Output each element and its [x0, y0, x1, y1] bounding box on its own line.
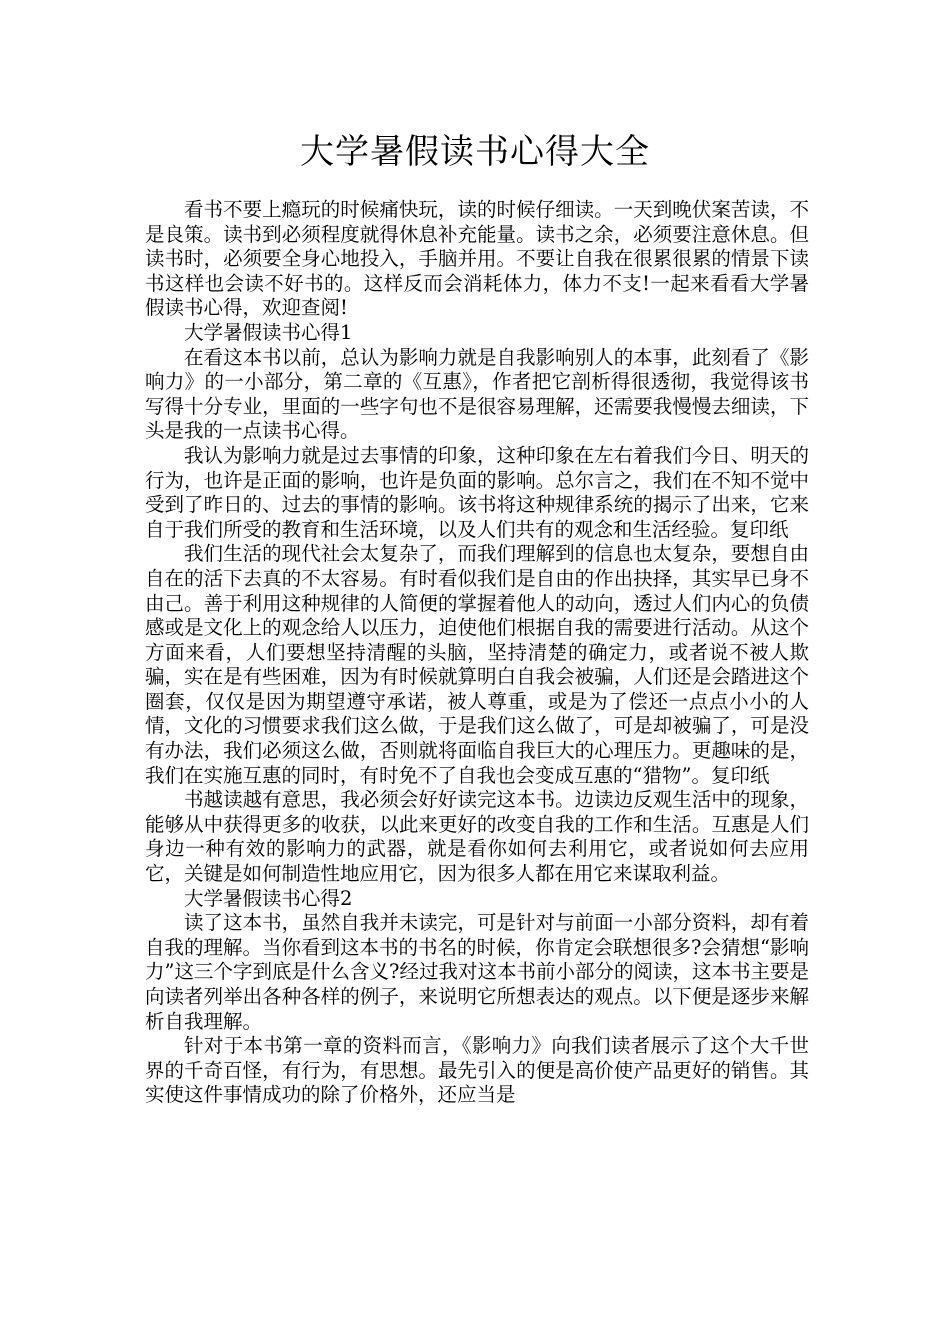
body-paragraph: 我认为影响力就是过去事情的印象，这种印象在左右着我们今日、明天的行为，也许是正面的影响，也许是负面的影响。总尔言之，我们在不知不觉中受到了昨日的、过去的事情的影响。该书将这种规律系统的揭示了出来，它来自于我们所受的教育和生活环境，以及人们共有的观念和生活经验。复印纸 [145, 443, 809, 541]
section-heading: 大学暑假读书心得1 [184, 320, 353, 344]
body-paragraph: 书越读越有意思，我必须会好好读完这本书。边读边反观生活中的现象，能够从中获得更多的收获，以此来更好的改变自我的工作和生活。互惠是人们身边一种有效的影响力的武器，就是看你如何去利用它，或者说如何去应用它，关键是如何制造性地应用它，因为很多人都在用它来谋取利益。 [145, 788, 809, 886]
section-heading: 大学暑假读书心得2 [184, 886, 353, 910]
document-title: 大学暑假读书心得大全 [300, 132, 650, 172]
document-body [145, 198, 809, 1108]
body-paragraph: 我们生活的现代社会太复杂了，而我们理解到的信息也太复杂，要想自由自在的活下去真的不太容易。有时看似我们是自由的作出抉择，其实早已身不由己。善于利用这种规律的人简便的掌握着他人的动向，透过人们内心的负债感或是文化上的观念给人以压力，迫使他们根据自我的需要进行活动。从这个方面来看，人们要想坚持清醒的头脑，坚持清楚的确定力，或者说不被人欺骗，实在是有些困难，因为有时候就算明白自我会被骗，人们还是会踏进这个圈套，仅仅是因为期望遵守承诺，被人尊重，或是为了偿还一点点小小的人情，文化的习惯要求我们这么做，于是我们这么做了，可是却被骗了，可是没有办法，我们必须这么做，否则就将面临自我巨大的心理压力。更趣味的是，我们在实施互惠的同时，有时免不了自我也会变成互惠的“猎物”。复印纸 [145, 542, 809, 787]
body-paragraph: 读了这本书，虽然自我并未读完，可是针对与前面一小部分资料，却有着自我的理解。当你看到这本书的书名的时候，你肯定会联想很多?会猜想“影响力”这三个字到底是什么含义?经过我对这本书前小部分的阅读，这本书主要是向读者列举出各种各样的例子，来说明它所想表达的观点。以下便是逐步来解析自我理解。 [145, 911, 809, 1033]
body-paragraph: 针对于本书第一章的资料而言，《影响力》向我们读者展示了这个大千世界的千奇百怪，有行为，有思想。最先引入的便是高价使产品更好的销售。其实使这件事情成功的除了价格外，还应当是 [145, 1034, 809, 1107]
body-paragraph: 在看这本书以前，总认为影响力就是自我影响别人的本事，此刻看了《影响力》的一小部分，第二章的《互惠》，作者把它剖析得很透彻，我觉得该书写得十分专业，里面的一些字句也不是很容易理解，还需要我慢慢去细读，下头是我的一点读书心得。 [145, 345, 809, 443]
body-paragraph: 看书不要上瘾玩的时候痛快玩，读的时候仔细读。一天到晚伏案苦读，不是良策。读书到必须程度就得休息补充能量。读书之余，必须要注意休息。但读书时，必须要全身心地投入，手脑并用。不要让自我在很累很累的情景下读书这样也会读不好书的。这样反而会消耗体力，体力不支!一起来看看大学暑假读书心得，欢迎查阅! [145, 198, 809, 320]
